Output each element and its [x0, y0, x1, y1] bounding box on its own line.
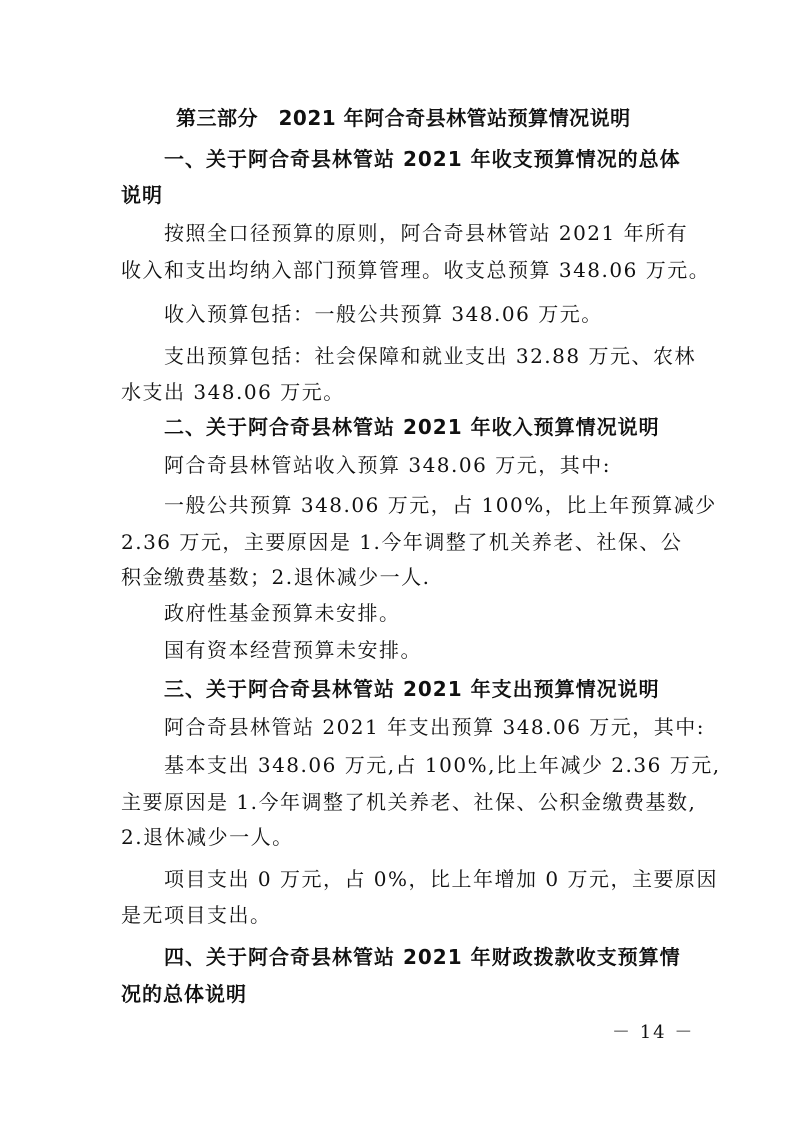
section-3-paragraph-2: 基本支出 348.06 万元,占 100%,比上年减少 2.36 万元, — [164, 753, 721, 777]
page-number: － 14 － — [612, 1022, 695, 1043]
section-1-paragraph-3-cont: 水支出 348.06 万元。 — [121, 380, 345, 404]
section-3-heading: 三、关于阿合奇县林管站 2021 年支出预算情况说明 — [164, 677, 660, 701]
section-2-paragraph-2-cont1: 2.36 万元，主要原因是 1.今年调整了机关养老、社保、公 — [121, 530, 683, 554]
section-2-paragraph-1: 阿合奇县林管站收入预算 348.06 万元，其中: — [164, 453, 611, 477]
section-4-heading: 四、关于阿合奇县林管站 2021 年财政拨款收支预算情 — [164, 945, 681, 969]
section-1-heading-cont: 说明 — [121, 183, 163, 207]
section-2-paragraph-2: 一般公共预算 348.06 万元，占 100%，比上年预算减少 — [164, 493, 717, 517]
section-3-paragraph-2-cont2: 2.退休减少一人。 — [121, 825, 294, 849]
section-2-heading: 二、关于阿合奇县林管站 2021 年收入预算情况说明 — [164, 415, 660, 439]
section-2-paragraph-4: 国有资本经营预算未安排。 — [164, 638, 422, 662]
section-1-paragraph-3: 支出预算包括：社会保障和就业支出 32.88 万元、农林 — [164, 344, 696, 368]
section-1-paragraph-2: 收入预算包括：一般公共预算 348.06 万元。 — [164, 302, 603, 326]
section-4-heading-cont: 况的总体说明 — [121, 982, 247, 1006]
section-2-paragraph-3: 政府性基金预算未安排。 — [164, 601, 401, 625]
section-3-paragraph-3: 项目支出 0 万元，占 0%，比上年增加 0 万元，主要原因 — [164, 867, 718, 891]
section-3-paragraph-1: 阿合奇县林管站 2021 年支出预算 348.06 万元，其中: — [164, 715, 706, 739]
section-2-paragraph-2-cont2: 积金缴费基数；2.退休减少一人. — [121, 565, 431, 589]
section-1-paragraph-1-cont: 收入和支出均纳入部门预算管理。收支总预算 348.06 万元。 — [121, 258, 711, 282]
section-1-paragraph-1: 按照全口径预算的原则，阿合奇县林管站 2021 年所有 — [164, 221, 689, 245]
page-title: 第三部分 2021 年阿合奇县林管站预算情况说明 — [176, 106, 631, 130]
section-3-paragraph-3-cont: 是无项目支出。 — [121, 903, 272, 927]
section-3-paragraph-2-cont1: 主要原因是 1.今年调整了机关养老、社保、公积金缴费基数, — [121, 790, 697, 814]
section-1-heading: 一、关于阿合奇县林管站 2021 年收支预算情况的总体 — [164, 147, 681, 171]
